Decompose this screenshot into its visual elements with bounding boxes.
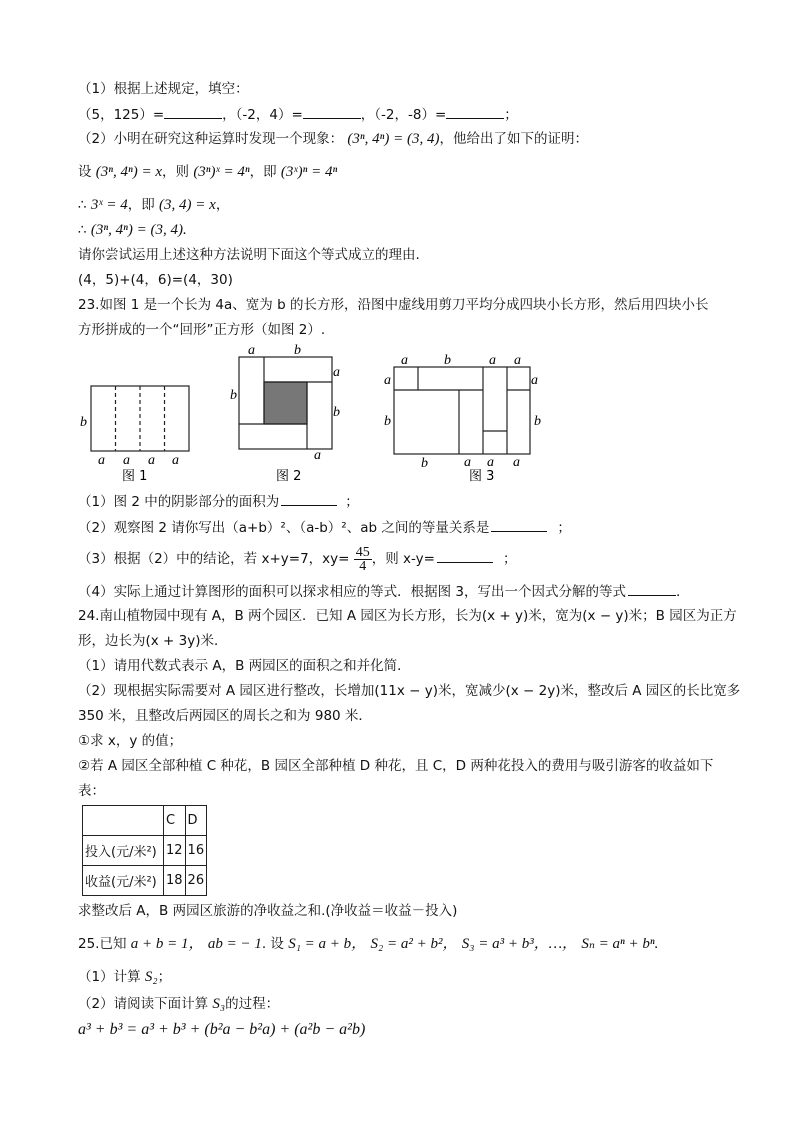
q23-part3-line: （3）根据（2）中的结论，若 x+y=7，xy= $\frac{45}{4}$ ，则 x-y= ； xyxy=(78,544,517,574)
q24-sub2-line-1: ②若 A 园区全部种植 C 种花，B 园区全部种植 D 种花，且 C，D 两种花投入的费用与吸引游客的收益如下 xyxy=(78,758,714,774)
fraction-45-over-4: $\frac{45}{4}$ xyxy=(355,544,370,574)
q25-part2-line: （2）请阅读下面计算 S₃的过程： xyxy=(78,996,280,1012)
q22-part1-line: （1）根据上述规定，填空： xyxy=(78,81,249,97)
table-cell: 12 xyxy=(164,836,186,866)
q24-part2-line-2: 350 米，且整改后两园区的周长之和为 980 米． xyxy=(78,708,372,724)
cost-revenue-table xyxy=(82,805,207,896)
q24-sub2-line-2: 表： xyxy=(78,783,105,799)
table-row xyxy=(83,866,207,896)
q23-part2-line: （2）观察图 2 请你写出（a+b）²、（a-b）²、ab 之间的等量关系是 ； xyxy=(78,520,571,536)
fig3-label-a: a xyxy=(464,455,471,470)
fig3-label-a: a xyxy=(513,455,520,470)
q24-part1-line: （1）请用代数式表示 A，B 两园区的面积之和并化简． xyxy=(78,658,411,674)
answer-blank-4[interactable] xyxy=(281,492,337,506)
table-header-row xyxy=(83,806,207,836)
figure-2 xyxy=(239,357,332,449)
table-cell: 26 xyxy=(185,866,207,896)
q23-stem-line-1: 23.如图 1 是一个长为 4a、宽为 b 的长方形，沿图中虚线用剪刀平均分成四块小长方形，然后用四块小长 xyxy=(78,297,709,313)
q25-formula-line: a³ + b³ = a³ + b³ + (b²a − b²a) + (a²b − a²b) xyxy=(78,1021,366,1038)
answer-blank-5[interactable] xyxy=(491,518,547,532)
fig3-label-a: a xyxy=(489,353,496,368)
answer-blank-1[interactable] xyxy=(164,105,222,119)
q22-equation-line: (4，5)+(4，6)=(4，30) xyxy=(78,272,233,288)
figure-1 xyxy=(91,386,189,451)
figure-3 xyxy=(394,367,530,454)
answer-blank-6[interactable] xyxy=(437,549,493,563)
figure-3-outer-rectangle xyxy=(394,367,530,454)
q22-proof-line-1: 设 (3ⁿ, 4ⁿ) = x，则 (3ⁿ)ˣ = 4ⁿ，即 (3ˣ)ⁿ = 4ⁿ xyxy=(78,164,338,180)
q24-part2-line-1: （2）现根据实际需要对 A 园区进行整改，长增加(11x − y)米，宽减少(x − 2y)米，整改后 A 园区的长比宽多 xyxy=(78,683,741,699)
q22-observation-equation: (3ⁿ, 4ⁿ) = (3, 4) xyxy=(347,131,440,147)
fig3-label-b: b xyxy=(534,414,541,429)
fig2-label-a: a xyxy=(314,448,321,463)
figure-1-caption: 图 1 xyxy=(122,469,148,484)
table-cell: 投入(元/米²) xyxy=(83,836,164,866)
table-cell: 16 xyxy=(185,836,207,866)
q25-stem-line: 25.已知 a + b = 1， ab = − 1. 设 S₁ = a + b， S₂ = a² + b²， S₃ = a³ + b³，…， Sₙ = aⁿ + bⁿ. xyxy=(78,936,659,952)
q22-fill-blanks-line: （5，125）= ，（-2，4）= ，（-2，-8）= ； xyxy=(78,107,518,123)
q24-ask-line: 求整改后 A，B 两园区旅游的净收益之和.(净收益＝收益－投入) xyxy=(78,903,458,919)
answer-blank-2[interactable] xyxy=(303,105,361,119)
q24-stem-line-1: 24.南山植物园中现有 A，B 两个园区．已知 A 园区为长方形，长为(x + y)米，宽为(x − y)米；B 园区为正方 xyxy=(78,608,737,624)
q22-ask-line: 请你尝试运用上述这种方法说明下面这个等式成立的理由. xyxy=(78,247,420,263)
fig3-label-a: a xyxy=(401,353,408,368)
q24-stem-line-2: 形，边长为(x + 3y)米． xyxy=(78,633,228,649)
fig1-label-a: a xyxy=(148,453,155,468)
fig2-label-b: b xyxy=(294,343,301,358)
q22-proof-line-2: ∴ 3ˣ = 4，即 (3, 4) = x， xyxy=(78,197,230,213)
q23-figures xyxy=(0,340,794,490)
table-cell: C xyxy=(164,806,186,836)
fig3-label-a: a xyxy=(514,353,521,368)
fig3-label-a: a xyxy=(531,373,538,388)
fig2-label-b: b xyxy=(333,405,340,420)
table-cell: 收益(元/米²) xyxy=(83,866,164,896)
table-cell: D xyxy=(185,806,207,836)
answer-blank-3[interactable] xyxy=(446,105,504,119)
q23-part1-line: （1）图 2 中的阴影部分的面积为 ； xyxy=(78,494,359,510)
q23-part4-line: （4）实际上通过计算图形的面积可以探求相应的等式．根据图 3，写出一个因式分解的等式 . xyxy=(78,584,681,600)
fig3-label-a: a xyxy=(487,455,494,470)
fig1-label-b: b xyxy=(80,415,87,430)
table-cell xyxy=(83,806,164,836)
fig1-label-a: a xyxy=(123,453,130,468)
fig1-label-a: a xyxy=(98,453,105,468)
table-row xyxy=(83,836,207,866)
answer-blank-7[interactable] xyxy=(628,582,676,596)
figure-3-caption: 图 3 xyxy=(469,469,495,484)
fig3-label-b: b xyxy=(444,353,451,368)
fig3-label-b: b xyxy=(421,456,428,471)
fig1-label-a: a xyxy=(172,453,179,468)
fig3-label-b: b xyxy=(384,414,391,429)
table-cell: 18 xyxy=(164,866,186,896)
q23-stem-line-2: 方形拼成的一个“回形”正方形（如图 2）. xyxy=(78,322,326,338)
figure-2-caption: 图 2 xyxy=(276,469,302,484)
q22-proof-line-3: ∴ (3ⁿ, 4ⁿ) = (3, 4). xyxy=(78,222,187,238)
fig2-label-a: a xyxy=(248,343,255,358)
q22-part2-line: （2）小明在研究这种运算时发现一个现象： (3ⁿ, 4ⁿ) = (3, 4)，他给出了如下的证明： xyxy=(78,131,588,147)
q24-sub1-line: ①求 x，y 的值； xyxy=(78,733,183,749)
fig3-label-a: a xyxy=(384,373,391,388)
q25-part1-line: （1）计算 S₂； xyxy=(78,969,172,985)
fig2-label-b: b xyxy=(230,388,237,403)
figure-2-shaded-square xyxy=(264,382,307,424)
fig2-label-a: a xyxy=(333,365,340,380)
